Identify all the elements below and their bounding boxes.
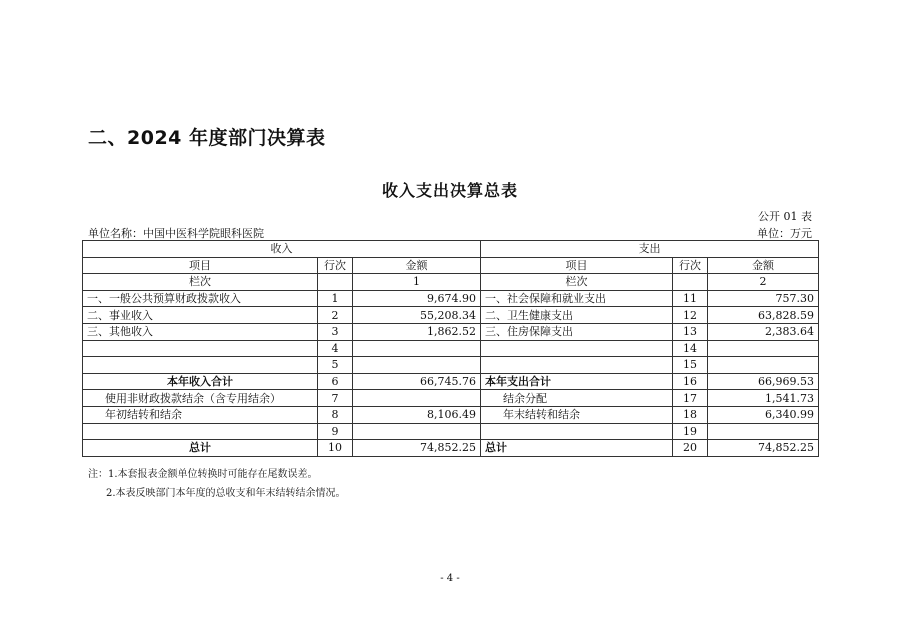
expense-amount: 757.30 xyxy=(708,290,819,307)
expense-item: 结余分配 xyxy=(481,390,673,407)
income-line: 10 xyxy=(318,440,353,457)
unit-label: 单位：万元 xyxy=(757,227,812,240)
expense-line: 13 xyxy=(673,323,708,340)
expense-line: 16 xyxy=(673,373,708,390)
expense-amount xyxy=(708,340,819,357)
expense-item xyxy=(481,340,673,357)
expense-item: 二、卫生健康支出 xyxy=(481,307,673,324)
expense-line-header: 行次 xyxy=(673,257,708,274)
expense-subtotal-label: 本年支出合计 xyxy=(481,373,673,390)
income-subtotal-amount: 66,745.76 xyxy=(353,373,481,390)
expense-amount: 1,541.73 xyxy=(708,390,819,407)
income-line: 7 xyxy=(318,390,353,407)
income-item: 二、事业收入 xyxy=(83,307,318,324)
subtotal-row xyxy=(83,373,819,390)
income-column-number: 1 xyxy=(353,274,481,291)
header-row-column-numbers xyxy=(83,274,819,291)
income-amount-header: 金额 xyxy=(353,257,481,274)
header-row-columns xyxy=(83,257,819,274)
footnote-2: 2.本表反映部门本年度的总收支和年末结转结余情况。 xyxy=(106,488,346,499)
expense-item-header: 项目 xyxy=(481,257,673,274)
expense-amount: 6,340.99 xyxy=(708,406,819,423)
expense-item: 三、住房保障支出 xyxy=(481,323,673,340)
footnote-1: 注：1.本套报表金额单位转换时可能存在尾数误差。 xyxy=(88,469,318,480)
table-row xyxy=(83,323,819,340)
expense-line-blank xyxy=(673,274,708,291)
income-header: 收入 xyxy=(83,241,481,258)
expense-line: 12 xyxy=(673,307,708,324)
expense-amount xyxy=(708,423,819,440)
income-total-label: 总计 xyxy=(83,440,318,457)
income-line: 6 xyxy=(318,373,353,390)
table-title: 收入支出决算总表 xyxy=(381,181,518,200)
expense-amount: 63,828.59 xyxy=(708,307,819,324)
expense-item xyxy=(481,357,673,374)
expense-amount-header: 金额 xyxy=(708,257,819,274)
table-row xyxy=(83,357,819,374)
expense-column-number: 2 xyxy=(708,274,819,291)
form-code: 公开 01 表 xyxy=(758,210,812,223)
income-line: 2 xyxy=(318,307,353,324)
income-amount xyxy=(353,390,481,407)
expense-amount xyxy=(708,357,819,374)
expense-column-label: 栏次 xyxy=(481,274,673,291)
table-row xyxy=(83,290,819,307)
income-line: 8 xyxy=(318,406,353,423)
unit-name: 单位名称：中国中医科学院眼科医院 xyxy=(88,227,264,240)
expense-line: 20 xyxy=(673,440,708,457)
income-total-amount: 74,852.25 xyxy=(353,440,481,457)
expense-line: 18 xyxy=(673,406,708,423)
table-row xyxy=(83,340,819,357)
expense-item: 年末结转和结余 xyxy=(481,406,673,423)
income-item: 使用非财政拨款结余（含专用结余） xyxy=(83,390,318,407)
table-row xyxy=(83,423,819,440)
expense-subtotal-amount: 66,969.53 xyxy=(708,373,819,390)
income-amount xyxy=(353,357,481,374)
income-amount: 1,862.52 xyxy=(353,323,481,340)
income-line-header: 行次 xyxy=(318,257,353,274)
income-item xyxy=(83,423,318,440)
section-title: 二、2024 年度部门决算表 xyxy=(88,127,326,149)
income-item xyxy=(83,340,318,357)
income-item: 年初结转和结余 xyxy=(83,406,318,423)
expense-total-label: 总计 xyxy=(481,440,673,457)
income-line: 3 xyxy=(318,323,353,340)
income-item-header: 项目 xyxy=(83,257,318,274)
income-amount: 55,208.34 xyxy=(353,307,481,324)
income-line: 9 xyxy=(318,423,353,440)
header-row-group xyxy=(83,241,819,258)
income-column-label: 栏次 xyxy=(83,274,318,291)
expense-amount: 2,383.64 xyxy=(708,323,819,340)
page-number: - 4 - xyxy=(440,573,460,584)
expense-item xyxy=(481,423,673,440)
income-line: 1 xyxy=(318,290,353,307)
income-line: 4 xyxy=(318,340,353,357)
income-item: 三、其他收入 xyxy=(83,323,318,340)
expense-line: 17 xyxy=(673,390,708,407)
budget-table xyxy=(82,240,819,457)
income-amount xyxy=(353,340,481,357)
table-row xyxy=(83,307,819,324)
income-item xyxy=(83,357,318,374)
expense-line: 19 xyxy=(673,423,708,440)
table-row xyxy=(83,406,819,423)
income-amount xyxy=(353,423,481,440)
income-line-blank xyxy=(318,274,353,291)
income-item: 一、一般公共预算财政拨款收入 xyxy=(83,290,318,307)
expense-total-amount: 74,852.25 xyxy=(708,440,819,457)
expense-header: 支出 xyxy=(481,241,819,258)
income-line: 5 xyxy=(318,357,353,374)
expense-item: 一、社会保障和就业支出 xyxy=(481,290,673,307)
income-amount: 8,106.49 xyxy=(353,406,481,423)
expense-line: 14 xyxy=(673,340,708,357)
table-row xyxy=(83,390,819,407)
total-row xyxy=(83,440,819,457)
expense-line: 11 xyxy=(673,290,708,307)
expense-line: 15 xyxy=(673,357,708,374)
income-amount: 9,674.90 xyxy=(353,290,481,307)
income-subtotal-label: 本年收入合计 xyxy=(83,373,318,390)
